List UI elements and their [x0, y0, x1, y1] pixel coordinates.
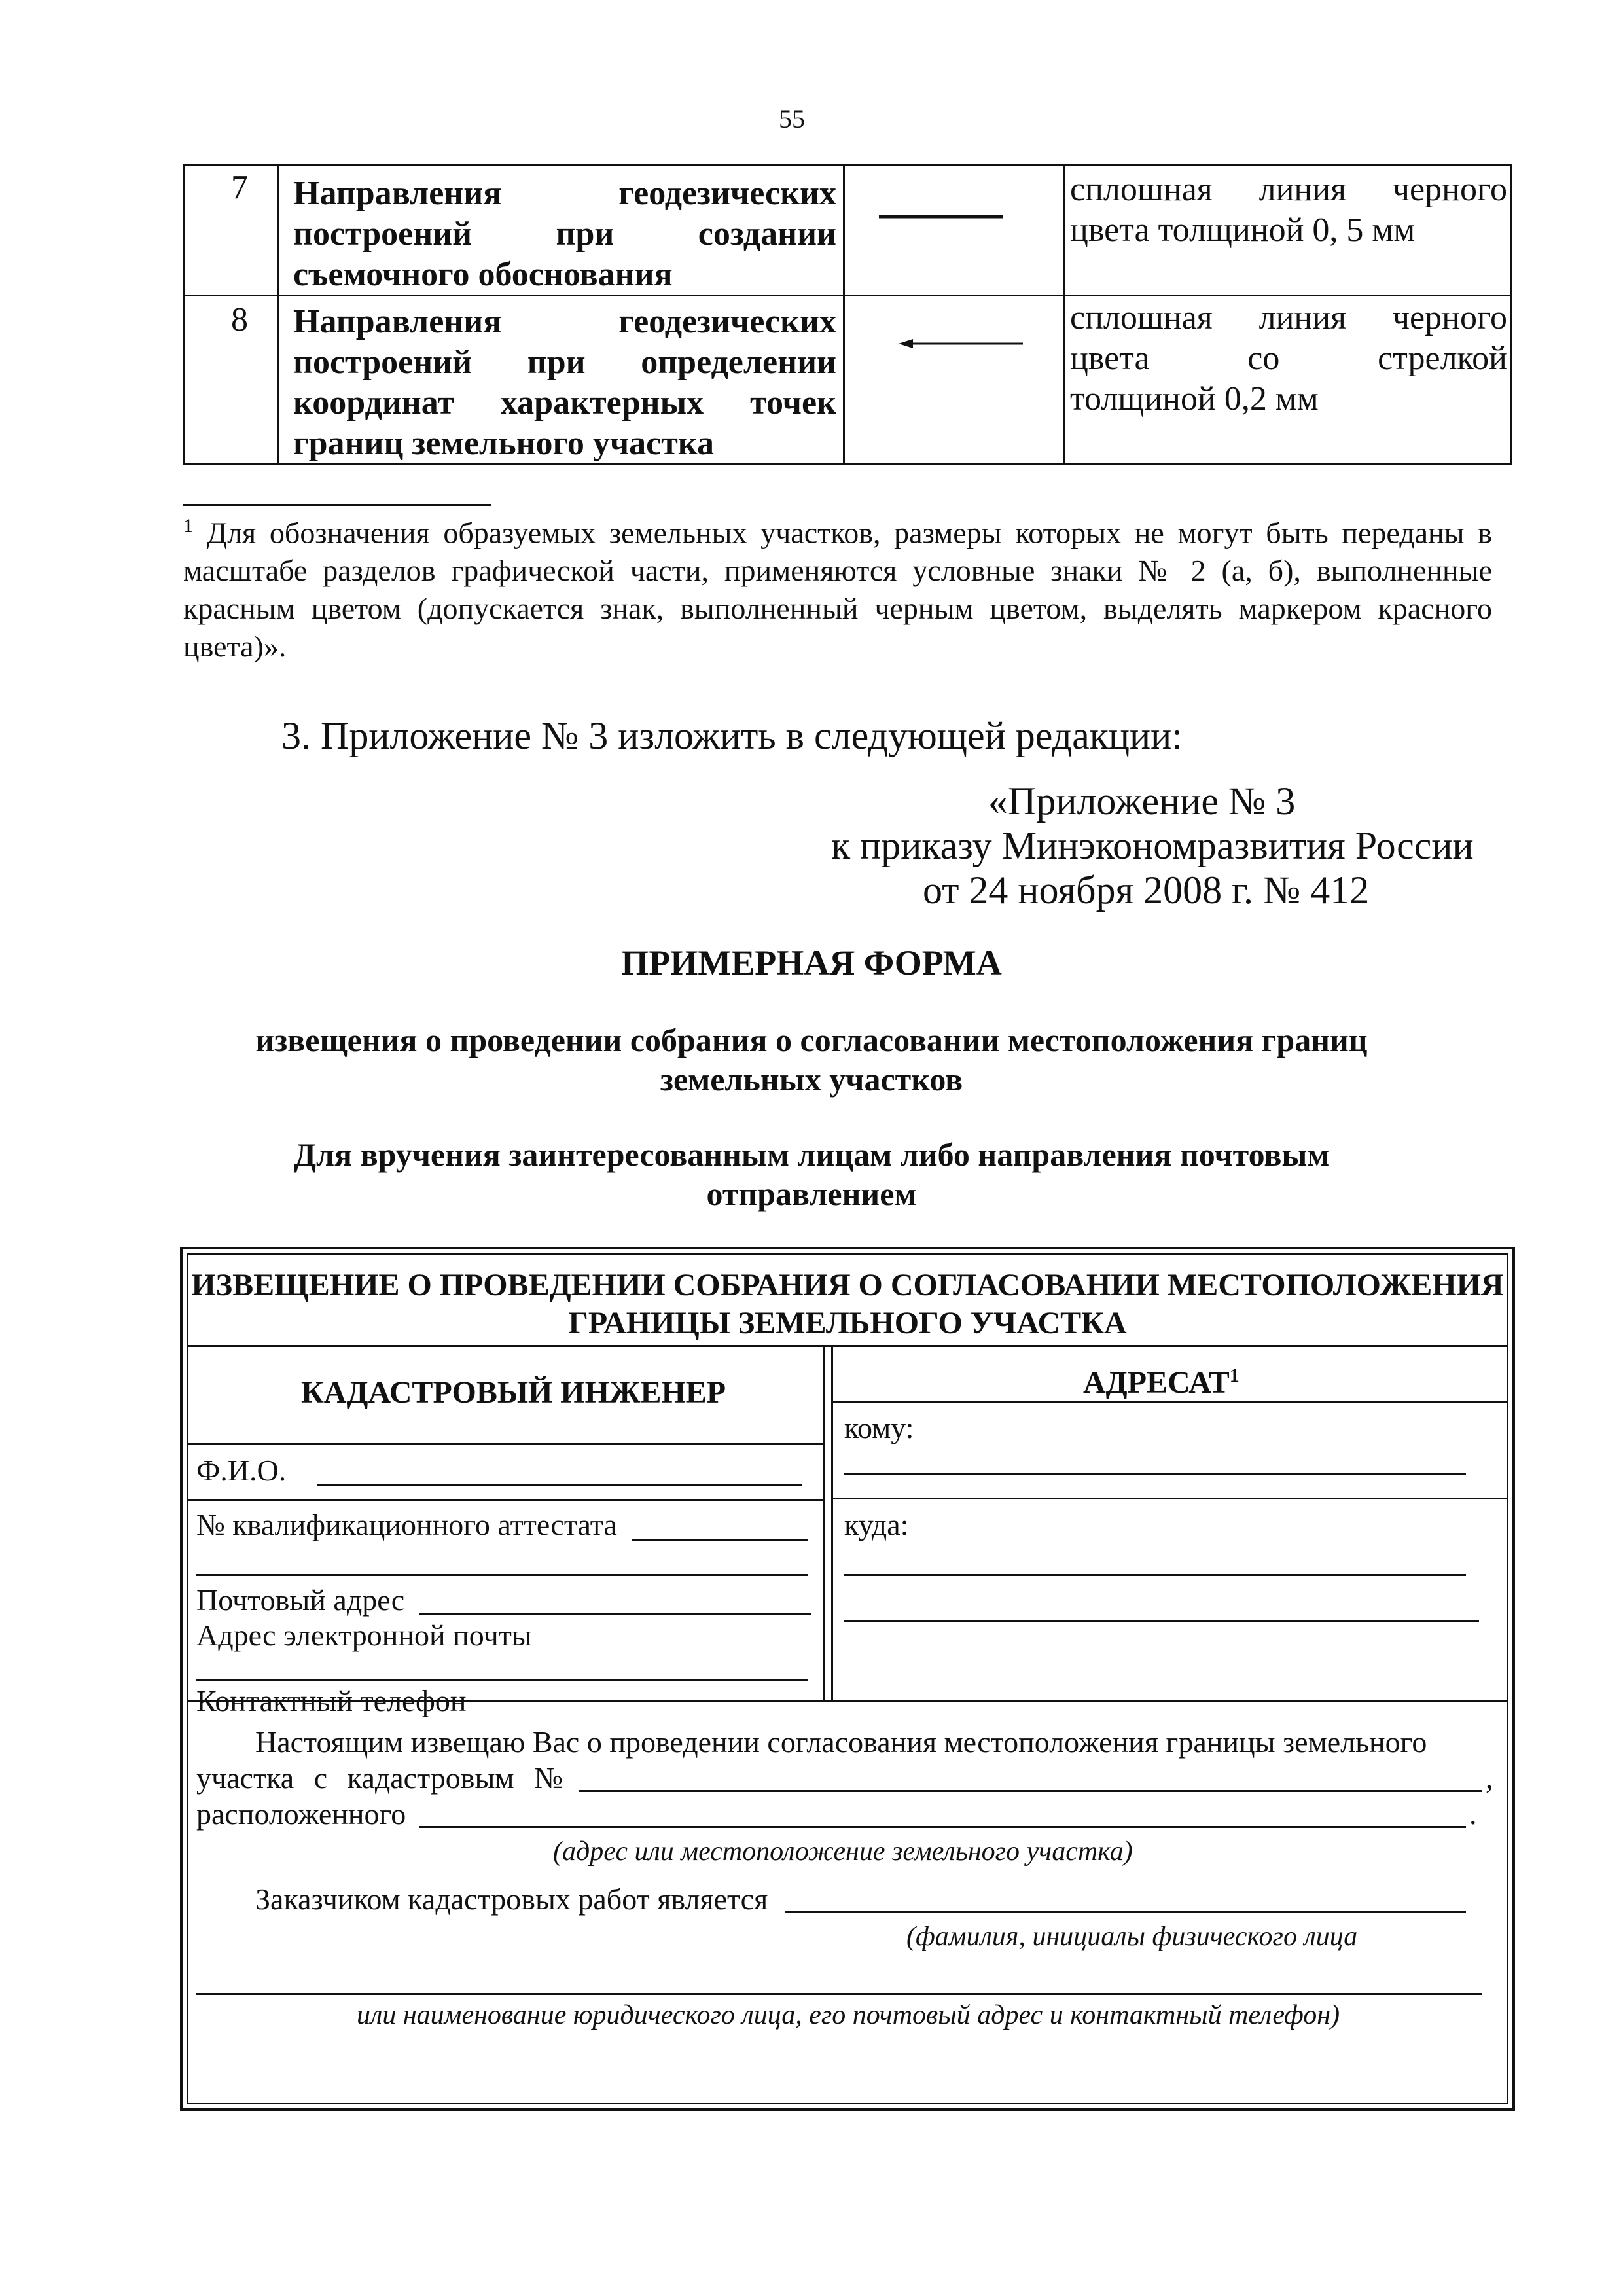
divider — [187, 1499, 825, 1501]
row-name: Направления геодезических построений при определении координат характерных точек границ земельного участка — [293, 303, 836, 462]
form-header: ИЗВЕЩЕНИЕ О ПРОВЕДЕНИИ СОБРАНИЯ О СОГЛАСОВАНИИ МЕСТОПОЛОЖЕНИЯ ГРАНИЦЫ ЗЕМЕЛЬНОГО УЧАСТКА — [191, 1268, 1504, 1340]
period: . — [1469, 1797, 1477, 1831]
notice-line-3: расположенного — [196, 1797, 406, 1831]
customer-note: (фамилия, инициалы физического лица — [906, 1922, 1358, 1952]
form-title: ПРИМЕРНАЯ ФОРМА — [621, 943, 1002, 982]
addressee-title: АДРЕСАТ$^1$ — [1083, 1365, 1240, 1400]
divider — [831, 1401, 1508, 1403]
certificate-field-2[interactable] — [196, 1574, 808, 1576]
to-whom-field[interactable] — [844, 1473, 1466, 1475]
to-whom-label: кому: — [844, 1411, 914, 1444]
delivery-note: отправлением — [706, 1175, 917, 1212]
location-field[interactable] — [419, 1826, 1466, 1828]
postal-address-label: Почтовый адрес — [196, 1583, 405, 1617]
arrow-line-symbol — [899, 337, 1043, 350]
postal-address-field[interactable] — [419, 1613, 812, 1615]
certificate-field[interactable] — [632, 1539, 808, 1541]
customer-label: Заказчиком кадастровых работ является — [255, 1882, 768, 1916]
footnote-rule — [183, 504, 491, 506]
customer-field-2[interactable] — [196, 1993, 1482, 1995]
page-number: 55 — [779, 104, 805, 134]
row-number: 7 — [231, 169, 248, 206]
table-col-divider — [1063, 166, 1065, 463]
legend-table — [183, 164, 1512, 465]
solid-line-symbol — [879, 213, 1036, 221]
divider — [831, 1498, 1508, 1499]
footnote-text: Для обозначения образуемых земельных участков, размеры которых не могут быть переданы в масштабе разделов графической части, применяются условные знаки № 2 (а, б), выполненные красным цветом (допускается знак, выполненный черным цветом, выделять маркером красного цвета)». — [183, 516, 1493, 664]
comma: , — [1486, 1761, 1493, 1795]
row-description: сплошная линия черного цвета толщиной 0, 5 мм — [1070, 171, 1507, 249]
row-description: сплошная линия черного цвета со стрелкой толщиной 0,2 мм — [1070, 299, 1507, 418]
email-label: Адрес электронной почты — [196, 1619, 532, 1652]
fio-label: Ф.И.О. — [196, 1454, 287, 1487]
certificate-label: № квалификационного аттестата — [196, 1508, 617, 1541]
table-col-divider — [277, 166, 279, 463]
where-label: куда: — [844, 1508, 909, 1541]
fio-field[interactable] — [317, 1484, 802, 1486]
notice-line-1: Настоящим извещаю Вас о проведении согласования местоположения границы земельного — [255, 1725, 1427, 1759]
footnote — [183, 507, 1492, 666]
row-name: Направления геодезических построений при создании съемочного обоснования — [293, 175, 836, 293]
form-subtitle: земельных участков — [660, 1061, 963, 1098]
appendix-order: к приказу Минэкономразвития России — [831, 824, 1474, 867]
where-field-2[interactable] — [844, 1620, 1479, 1622]
phone-label: Контактный телефон — [196, 1684, 467, 1717]
delivery-note: Для вручения заинтересованным лицам либо направления почтовым — [293, 1136, 1330, 1173]
footnote-mark: 1 — [183, 515, 193, 537]
row-number: 8 — [231, 301, 248, 338]
customer-note-2: или наименование юридического лица, его почтовый адрес и контактный телефон) — [357, 2000, 1340, 2030]
appendix-title: «Приложение № 3 — [988, 780, 1296, 823]
appendix-date: от 24 ноября 2008 г. № 412 — [923, 869, 1370, 912]
notice-line-2: участка с кадастровым № — [196, 1761, 563, 1795]
paragraph-3: 3. Приложение № 3 изложить в следующей редакции: — [281, 714, 1183, 757]
address-note: (адрес или местоположение земельного участка) — [553, 1837, 1133, 1867]
email-field[interactable] — [196, 1679, 808, 1681]
engineer-title: КАДАСТРОВЫЙ ИНЖЕНЕР — [301, 1375, 726, 1410]
cadastral-number-field[interactable] — [579, 1790, 1482, 1792]
divider — [187, 1443, 825, 1445]
table-col-divider — [843, 166, 845, 463]
form-subtitle: извещения о проведении собрания о согласовании местоположения границ — [255, 1022, 1368, 1058]
where-field[interactable] — [844, 1574, 1466, 1576]
customer-field[interactable] — [785, 1911, 1466, 1913]
